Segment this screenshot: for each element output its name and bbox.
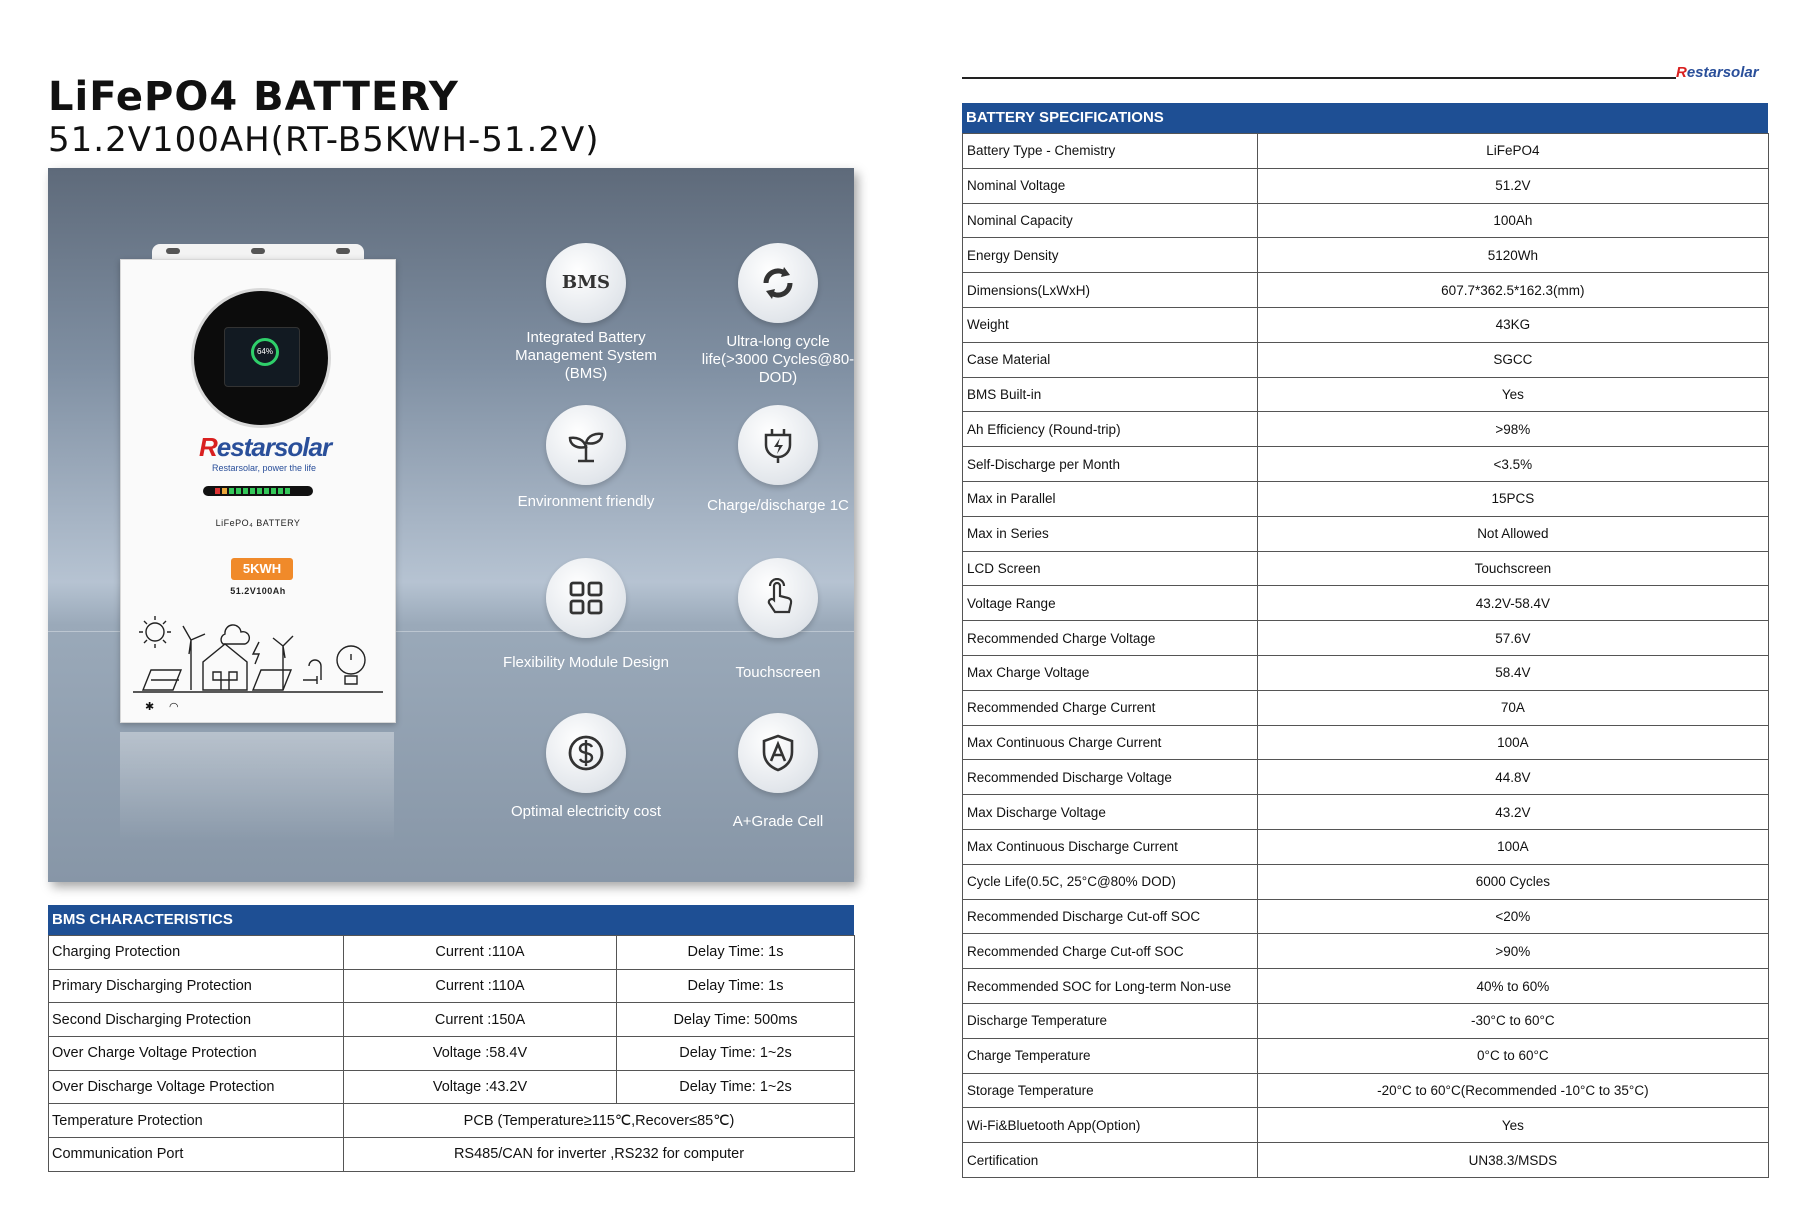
spec-value: UN38.3/MSDS [1257, 1143, 1768, 1178]
spec-key: Discharge Temperature [963, 1003, 1258, 1038]
table-row [963, 203, 1769, 238]
spec-value: 43.2V [1257, 795, 1768, 830]
cycle-arrows-icon [758, 263, 798, 303]
bms-row-value: Current :150A [344, 1003, 617, 1037]
renewable-scene-illustration [133, 610, 383, 700]
spec-key: Recommended Charge Cut-off SOC [963, 934, 1258, 969]
shield-a-icon [758, 733, 798, 773]
table-row [963, 621, 1769, 656]
table-row [49, 1138, 855, 1172]
table-row [963, 934, 1769, 969]
table-row [49, 1070, 855, 1104]
bms-row-value: RS485/CAN for inverter ,RS232 for computer [344, 1138, 855, 1172]
bluetooth-icon: ✱ [145, 701, 155, 713]
feature-touchscreen [693, 558, 854, 682]
feature-label: Flexibility Module Design [503, 654, 669, 671]
spec-value: Yes [1257, 377, 1768, 412]
spec-value: 100A [1257, 829, 1768, 864]
sprout-icon [566, 425, 606, 465]
spec-value: LiFePO4 [1257, 134, 1768, 169]
spec-value: <20% [1257, 899, 1768, 934]
bms-row-value: Current :110A [344, 969, 617, 1003]
spec-key: LCD Screen [963, 551, 1258, 586]
feature-label: Touchscreen [735, 664, 821, 681]
charge-plug-icon [758, 425, 798, 465]
bms-row-value: Current :110A [344, 936, 617, 970]
table-row [963, 829, 1769, 864]
table-row [963, 1003, 1769, 1038]
spec-value: 100A [1257, 725, 1768, 760]
device-brand-logo: Restarsolar Restarsolar, power the life [199, 432, 332, 473]
bms-row-delay: Delay Time: 500ms [617, 1003, 855, 1037]
device-battery-label: LiFePO₄ BATTERY [215, 518, 301, 528]
table-row [963, 516, 1769, 551]
touch-hand-icon [758, 578, 798, 618]
spec-value: 43.2V-58.4V [1257, 586, 1768, 621]
spec-value: 44.8V [1257, 760, 1768, 795]
header-rule [962, 77, 1676, 79]
bms-row-value: Voltage :43.2V [344, 1070, 617, 1104]
table-row [963, 760, 1769, 795]
spec-key: Max Discharge Voltage [963, 795, 1258, 830]
spec-key: Self-Discharge per Month [963, 447, 1258, 482]
table-row [963, 342, 1769, 377]
spec-key: Weight [963, 307, 1258, 342]
spec-key: Nominal Voltage [963, 168, 1258, 203]
table-row [963, 238, 1769, 273]
brand-tagline: Restarsolar, power the life [211, 463, 317, 473]
feature-label: Integrated Battery Management System (BMS) [515, 329, 657, 382]
spec-table [962, 133, 1769, 1178]
bms-row-name: Over Discharge Voltage Protection [49, 1070, 344, 1104]
feature-module-design [501, 558, 671, 672]
bms-row-delay: Delay Time: 1s [617, 969, 855, 1003]
spec-value: 607.7*362.5*162.3(mm) [1257, 273, 1768, 308]
feature-bms [501, 243, 671, 383]
table-row [963, 655, 1769, 690]
table-row [49, 936, 855, 970]
soc-gauge: 64% [251, 338, 279, 366]
spec-key: Max in Parallel [963, 481, 1258, 516]
spec-key: Voltage Range [963, 586, 1258, 621]
spec-value: 5120Wh [1257, 238, 1768, 273]
device-touchscreen [191, 288, 331, 428]
dollar-coin-icon [566, 733, 606, 773]
screen-display [224, 327, 300, 387]
feature-cycle-life [693, 243, 854, 387]
table-row [49, 1003, 855, 1037]
bms-row-delay: Delay Time: 1s [617, 936, 855, 970]
spec-value: Touchscreen [1257, 551, 1768, 586]
bms-row-value: PCB (Temperature≥115℃,Recover≤85℃) [344, 1104, 855, 1138]
table-row [963, 481, 1769, 516]
spec-value: >90% [1257, 934, 1768, 969]
feature-charge [693, 405, 854, 515]
table-row [963, 1038, 1769, 1073]
table-row [963, 551, 1769, 586]
product-hero-image [48, 168, 854, 882]
table-row [963, 969, 1769, 1004]
spec-value: 15PCS [1257, 481, 1768, 516]
spec-key: Recommended SOC for Long-term Non-use [963, 969, 1258, 1004]
spec-key: Recommended Charge Current [963, 690, 1258, 725]
table-row [963, 899, 1769, 934]
device-reflection [120, 732, 394, 842]
table-row [963, 795, 1769, 830]
spec-value: 58.4V [1257, 655, 1768, 690]
feature-label: Environment friendly [517, 493, 655, 510]
spec-key: Case Material [963, 342, 1258, 377]
feature-environment [501, 405, 671, 511]
table-row [49, 1037, 855, 1071]
bms-row-name: Second Discharging Protection [49, 1003, 344, 1037]
spec-key: Max Continuous Charge Current [963, 725, 1258, 760]
spec-key: Storage Temperature [963, 1073, 1258, 1108]
spec-key: Max Continuous Discharge Current [963, 829, 1258, 864]
table-row [963, 412, 1769, 447]
table-row [963, 447, 1769, 482]
table-row [963, 864, 1769, 899]
bms-table [48, 935, 855, 1172]
table-row [963, 307, 1769, 342]
spec-value: <3.5% [1257, 447, 1768, 482]
spec-value: 43KG [1257, 307, 1768, 342]
table-row [963, 273, 1769, 308]
spec-key: Battery Type - Chemistry [963, 134, 1258, 169]
table-row [963, 1108, 1769, 1143]
wifi-icon: ◠ [169, 701, 179, 713]
spec-value: 40% to 60% [1257, 969, 1768, 1004]
brand-logo: Restarsolar [1676, 64, 1759, 81]
product-title: LiFePO4 BATTERY [48, 74, 459, 120]
feature-electricity-cost [501, 713, 671, 821]
spec-key: Recommended Charge Voltage [963, 621, 1258, 656]
bms-row-value: Voltage :58.4V [344, 1037, 617, 1071]
spec-value: >98% [1257, 412, 1768, 447]
grid-modules-icon [566, 578, 606, 618]
bms-row-delay: Delay Time: 1~2s [617, 1070, 855, 1104]
spec-value: -30°C to 60°C [1257, 1003, 1768, 1038]
spec-key: Recommended Discharge Voltage [963, 760, 1258, 795]
spec-value: 70A [1257, 690, 1768, 725]
spec-key: Nominal Capacity [963, 203, 1258, 238]
bms-icon: BMS [561, 272, 611, 293]
spec-key: Max in Series [963, 516, 1258, 551]
spec-value: 0°C to 60°C [1257, 1038, 1768, 1073]
spec-key: Wi-Fi&Bluetooth App(Option) [963, 1108, 1258, 1143]
feature-label: A+Grade Cell [732, 813, 824, 830]
spec-key: Charge Temperature [963, 1038, 1258, 1073]
device-rating: 51.2V100Ah [230, 586, 286, 596]
spec-section-header: BATTERY SPECIFICATIONS [962, 103, 1768, 133]
table-row [963, 690, 1769, 725]
spec-key: BMS Built-in [963, 377, 1258, 412]
bms-row-name: Over Charge Voltage Protection [49, 1037, 344, 1071]
spec-key: Recommended Discharge Cut-off SOC [963, 899, 1258, 934]
spec-key: Energy Density [963, 238, 1258, 273]
battery-device [120, 259, 396, 723]
spec-value: 6000 Cycles [1257, 864, 1768, 899]
spec-value: 57.6V [1257, 621, 1768, 656]
table-row [963, 725, 1769, 760]
spec-key: Dimensions(LxWxH) [963, 273, 1258, 308]
table-row [963, 377, 1769, 412]
spec-value: Not Allowed [1257, 516, 1768, 551]
feature-label: Ultra-long cycle life(>3000 Cycles@80-DOD) [701, 333, 854, 386]
table-row [963, 168, 1769, 203]
bms-row-name: Temperature Protection [49, 1104, 344, 1138]
kwh-badge: 5KWH [231, 558, 293, 580]
spec-value: Yes [1257, 1108, 1768, 1143]
spec-key: Max Charge Voltage [963, 655, 1258, 690]
bms-row-name: Primary Discharging Protection [49, 969, 344, 1003]
feature-a-grade-cell [693, 713, 854, 831]
spec-value: 51.2V [1257, 168, 1768, 203]
spec-key: Cycle Life(0.5C, 25°C@80% DOD) [963, 864, 1258, 899]
table-row [49, 1104, 855, 1138]
table-row [963, 586, 1769, 621]
spec-key: Certification [963, 1143, 1258, 1178]
table-row [963, 134, 1769, 169]
table-row [963, 1073, 1769, 1108]
table-row [963, 1143, 1769, 1178]
spec-value: 100Ah [1257, 203, 1768, 238]
bms-row-name: Communication Port [49, 1138, 344, 1172]
feature-label: Charge/discharge 1C [707, 497, 849, 514]
bms-row-delay: Delay Time: 1~2s [617, 1037, 855, 1071]
feature-label: Optimal electricity cost [510, 803, 662, 820]
bms-row-name: Charging Protection [49, 936, 344, 970]
bms-section-header: BMS CHARACTERISTICS [48, 905, 854, 935]
led-indicator-bar [203, 486, 313, 496]
table-row [49, 969, 855, 1003]
spec-value: -20°C to 60°C(Recommended -10°C to 35°C) [1257, 1073, 1768, 1108]
spec-key: Ah Efficiency (Round-trip) [963, 412, 1258, 447]
spec-value: SGCC [1257, 342, 1768, 377]
product-subtitle: 51.2V100AH(RT-B5KWH-51.2V) [48, 120, 600, 160]
